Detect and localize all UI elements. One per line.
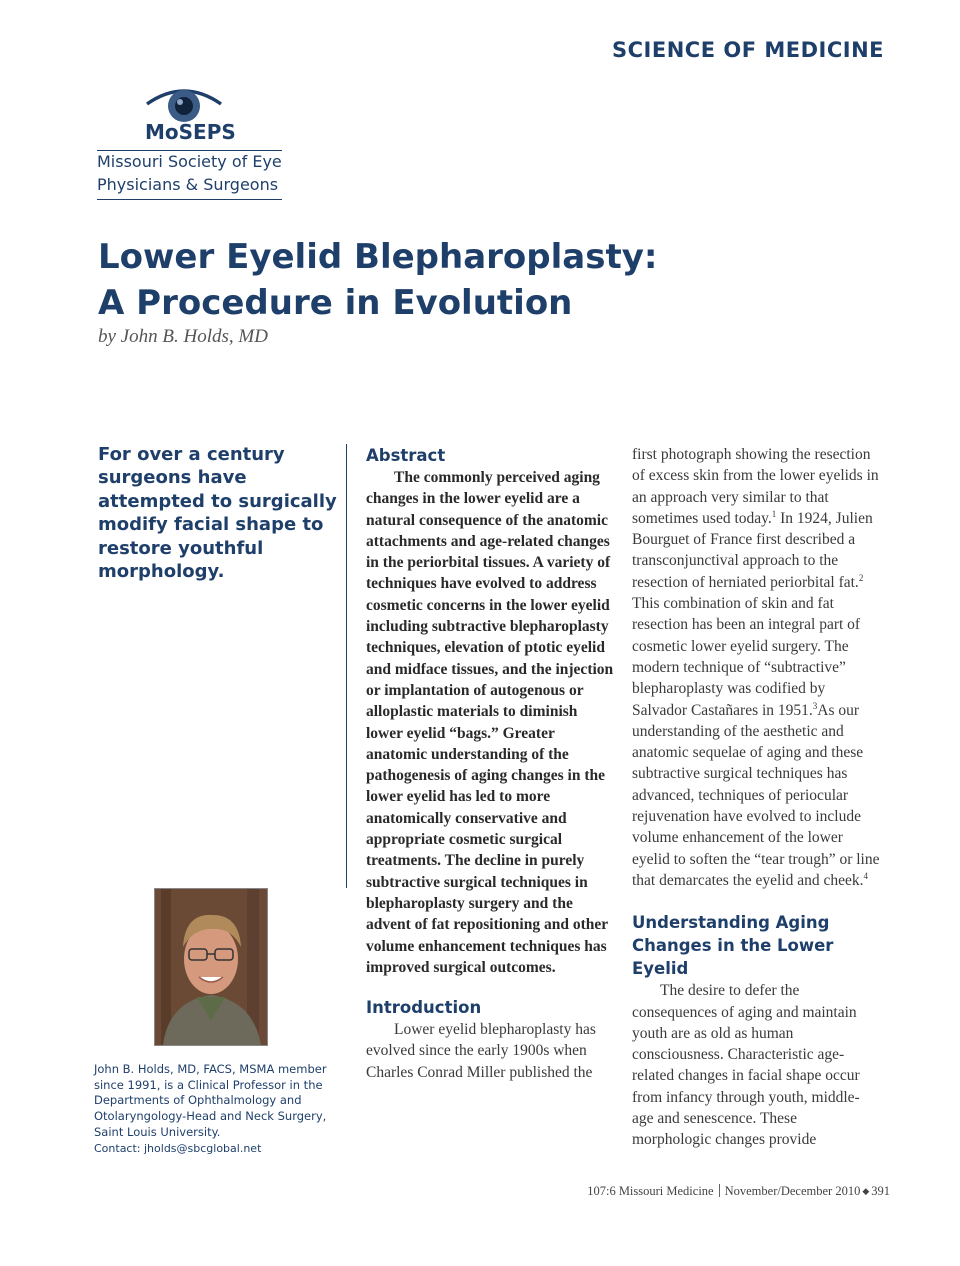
history-text-d: As our understanding of the aesthetic and anatomic sequelae of aging and these subtractive surgical techniques has advanced, techniques of periocular rejuvenation have evolved to include volume enhancement of the lower eyelid to soften the “tear trough” or line that demarcates the eyelid and cheek. [632,701,880,889]
history-paragraph [632,444,880,891]
history-text-b: In 1924, Julien Bourguet of France first described a transconjunctival approach to the resection of herniated periorbital fat. [632,509,873,591]
reference-1: 1 [771,508,777,519]
column-rule [346,444,347,888]
aging-heading-line1: Understanding Aging [632,913,830,933]
author-bio: John B. Holds, MD, FACS, MSMA member since 1991, is a Clinical Professor in the Departments of Ophthalmology and Otolaryngology-Head and Neck Surgery, Saint Louis University. [94,1062,327,1139]
pull-quote: For over a century surgeons have attempted to surgically modify facial shape to restore youthful morphology. [98,444,337,583]
diamond-icon: ◆ [862,1186,870,1196]
column-body [632,444,880,1151]
history-text-a: first photograph showing the resection of excess skin from the lower eyelids in an approach very similar to that sometimes used today. [632,446,879,527]
author-photo [154,888,268,1046]
aging-paragraph: The desire to defer the consequences of aging and maintain youth are as old as human consciousness. Characteristic age-related changes in facial shape occur from infancy through youth, middle-age and senescence. These morphologic changes provide [632,982,860,1149]
author-caption [94,1062,329,1156]
reference-4: 4 [863,870,869,881]
column-abstract [366,444,614,1083]
footer-date: November/December 2010 [724,1184,861,1198]
footer-separator [719,1184,720,1197]
aging-heading-line2: Changes in the Lower Eyelid [632,936,834,979]
logo-name-line2: Physicians & Surgeons [97,175,279,194]
page-number: 391 [871,1184,890,1198]
logo-name-line1: Missouri Society of Eye [97,152,282,171]
logo-divider-bottom [97,199,282,200]
author-portrait-graphic [155,889,267,1045]
reference-2: 2 [858,572,864,583]
page-footer [587,1184,890,1199]
title-line-1: Lower Eyelid Blepharoplasty: [98,237,658,277]
logo-divider-top [97,150,282,151]
article-title [98,234,657,326]
logo-abbreviation: MoSEPS [145,120,236,144]
introduction-heading: Introduction [366,998,482,1018]
aging-heading [632,911,880,980]
author-contact: Contact: jholds@sbcglobal.net [94,1141,262,1155]
reference-3: 3 [812,700,818,711]
section-label: SCIENCE OF MEDICINE [612,38,884,62]
footer-issue: 107:6 Missouri Medicine [587,1184,714,1198]
byline: by John B. Holds, MD [98,326,268,347]
abstract-heading: Abstract [366,446,446,465]
history-text-c: This combination of skin and fat resection has been an integral part of cosmetic lower eyelid surgery. The modern technique of “subtractive” blepharoplasty was codified by Salvador Castañares in 1951. [632,595,861,719]
introduction-text: Lower eyelid blepharoplasty has evolved since the early 1900s when Charles Conrad Miller published the [366,1021,596,1081]
abstract-text: The commonly perceived aging changes in the lower eyelid are a natural consequence of the anatomic attachments and age-related changes in the periorbital tissues. A variety of techniques have evolved to address cosmetic concerns in the lower eyelid including subtractive blepharoplasty techniques, elevation of ptotic eyelid and midface tissues, and the injection or implantation of autogenous or alloplastic materials to diminish lower eyelid “bags.” Greater anatomic understanding of the pathogenesis of aging changes in the lower eyelid has led to more anatomically conservative and appropriate cosmetic surgical treatments. The decline in purely subtractive surgical techniques in blepharoplasty surgery and the advent of fat repositioning and other volume enhancement techniques has improved surgical outcomes. [366,469,614,976]
title-line-2: A Procedure in Evolution [98,283,573,323]
